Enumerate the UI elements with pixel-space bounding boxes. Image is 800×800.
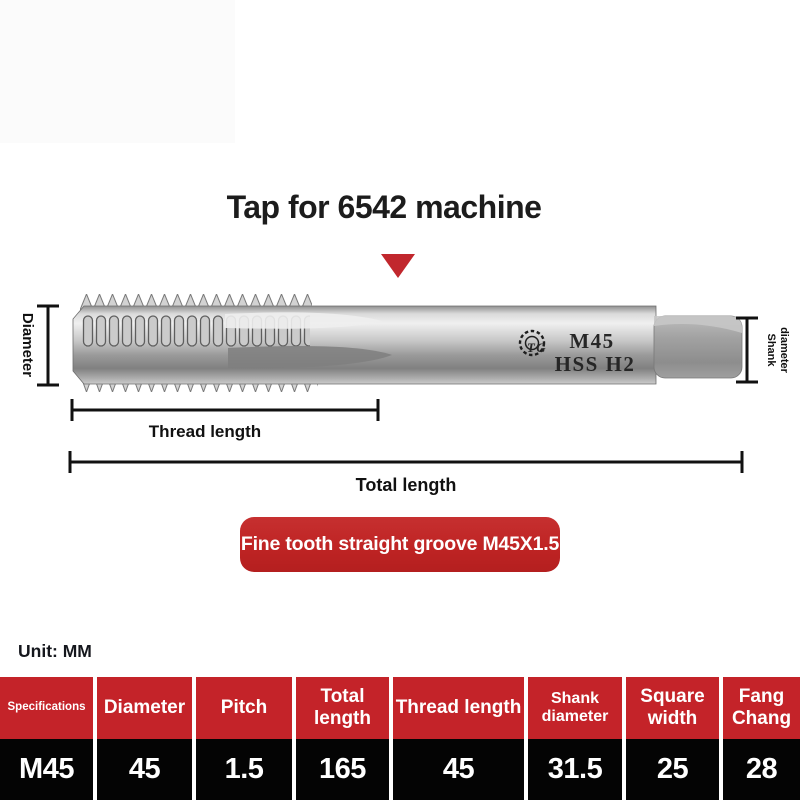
tap-diagram xyxy=(0,240,800,500)
spec-table-value-shank-diameter: 31.5 xyxy=(528,739,622,800)
spec-table-value-specifications: M45 xyxy=(0,739,93,800)
tap-diagram-svg xyxy=(0,240,800,500)
diameter-label: Diameter xyxy=(19,312,36,378)
spec-table-value-total-length: 165 xyxy=(296,739,389,800)
total-length-label: Total length xyxy=(355,475,457,495)
spec-table-value-thread-length: 45 xyxy=(393,739,524,800)
spec-table-header-pitch: Pitch xyxy=(196,677,292,739)
spec-table-header-fang-chang: Fang Chang xyxy=(723,677,800,739)
spec-table-value-square-width: 25 xyxy=(626,739,719,800)
spec-table-value-diameter: 45 xyxy=(97,739,192,800)
shank-diameter-label-line2: diameter xyxy=(778,327,790,373)
spec-table-header-total-length: Total length xyxy=(296,677,389,739)
spec-table xyxy=(0,677,800,800)
shank-diameter-label-line1: Shank xyxy=(765,333,777,367)
page-title: Tap for 6542 machine xyxy=(226,189,542,225)
brand-logo-text: TG xyxy=(526,340,548,355)
spec-table-header-square-width: Square width xyxy=(626,677,719,739)
spec-table-header-diameter: Diameter xyxy=(97,677,192,739)
thread-length-label: Thread length xyxy=(148,422,262,441)
tap-body xyxy=(73,294,742,392)
red-arrow-down-icon xyxy=(381,254,415,278)
total-length-dimension-line xyxy=(70,451,742,473)
unit-label: Unit: MM xyxy=(18,641,92,661)
spec-table-header-shank-diameter: Shank diameter xyxy=(528,677,622,739)
spec-table-value-fang-chang: 28 xyxy=(723,739,800,800)
spec-table-header-thread-length: Thread length xyxy=(393,677,524,739)
tap-marking-material: HSS H2 xyxy=(554,352,636,376)
thread-length-dimension-line xyxy=(72,399,378,421)
background-corner-block xyxy=(0,0,235,143)
diameter-dimension-line xyxy=(37,306,59,385)
tap-marking-size: M45 xyxy=(569,329,615,353)
feature-badge xyxy=(240,517,560,572)
feature-badge-text: Fine tooth straight groove M45X1.5 xyxy=(240,533,560,555)
spec-table-header-specifications: Specifications xyxy=(0,677,93,739)
spec-table-value-pitch: 1.5 xyxy=(196,739,292,800)
